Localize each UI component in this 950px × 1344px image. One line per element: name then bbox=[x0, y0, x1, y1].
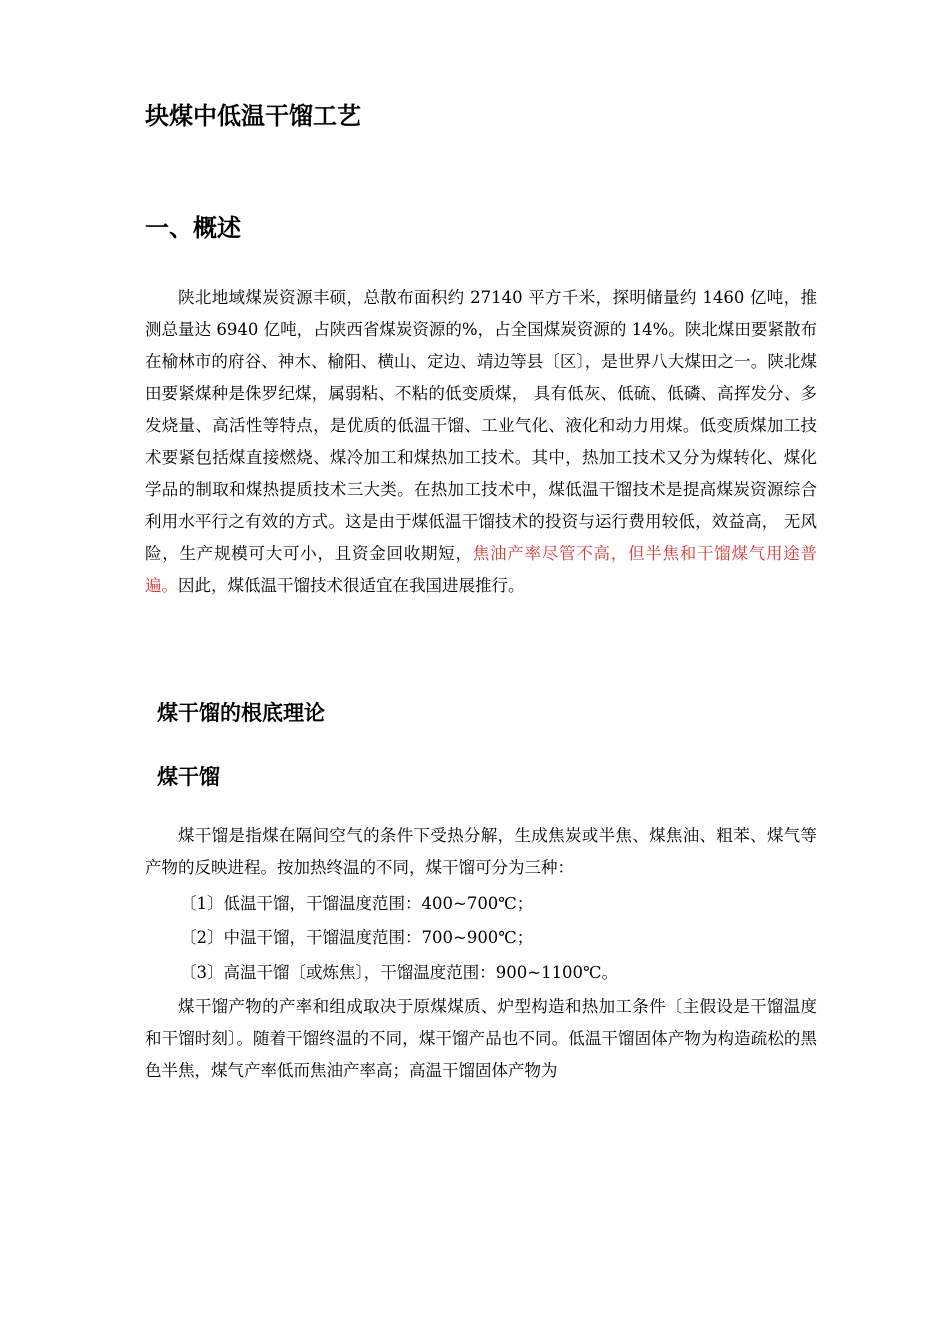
section-heading-overview: 一、概述 bbox=[145, 214, 241, 242]
overview-paragraph bbox=[145, 282, 817, 602]
overview-text-part2: 因此，煤低温干馏技术很适宜在我国进展推行。 bbox=[178, 576, 525, 595]
list-item-low-temperature: 〔1〕低温干馏，干馏温度范围：400~700℃； bbox=[180, 894, 534, 913]
section-heading-theory: 煤干馏的根底理论 bbox=[157, 701, 325, 725]
overview-text-part1: 陕北地域煤炭资源丰硕，总散布面积约 27140 平方千米，探明储量约 1460 亿吨，推测总量达 6940 亿吨，占陕西省煤炭资源的%，占全国煤炭资源的 14%。陕北煤田要紧散布在榆林市的府谷、神木、榆阳、横山、定边、靖边等县〔区〕，是世界八大煤田之一。陕北煤田要紧煤种是侏罗纪煤，属弱粘、不粘的低变质煤， 具有低灰、低硫、低磷、高挥发分、多发烧量、高活性等特点，是优质的低温干馏、工业气化、液化和动力用煤。低变质煤加工技术要紧包括煤直接燃烧、煤冷加工和煤热加工技术。其中，热加工技术又分为煤转化、煤化学品的制取和煤热提质技术三大类。在热加工技术中，煤低温干馏技术是提高煤炭资源综合利用水平行之有效的方式。这是由于煤低温干馏技术的投资与运行费用较低，效益高， 无风险，生产规模可大可小，且资金回收期短， bbox=[145, 288, 817, 563]
document-title: 块煤中低温干馏工艺 bbox=[145, 102, 361, 130]
list-item-medium-temperature: 〔2〕中温干馏，干馏温度范围：700~900℃； bbox=[180, 928, 534, 947]
list-item-high-temperature: 〔3〕高温干馏〔或炼焦〕，干馏温度范围：900~1100℃。 bbox=[180, 963, 619, 982]
carbonization-definition-paragraph: 煤干馏是指煤在隔间空气的条件下受热分解，生成焦炭或半焦、煤焦油、粗苯、煤气等产物的反映进程。按加热终温的不同，煤干馏可分为三种： bbox=[145, 826, 817, 877]
overview-highlighted-text: 焦油产率尽管不高，但半焦和干馏煤气用途普遍。 bbox=[145, 544, 817, 595]
carbonization-products-paragraph: 煤干馏产物的产率和组成取决于原煤煤质、炉型构造和热加工条件〔主假设是干馏温度和干馏时刻〕。随着干馏终温的不同，煤干馏产品也不同。低温干馏固体产物为构造疏松的黑色半焦，煤气产率低而焦油产率高；高温干馏固体产物为 bbox=[145, 997, 817, 1080]
subsection-heading-carbonization: 煤干馏 bbox=[157, 765, 220, 789]
